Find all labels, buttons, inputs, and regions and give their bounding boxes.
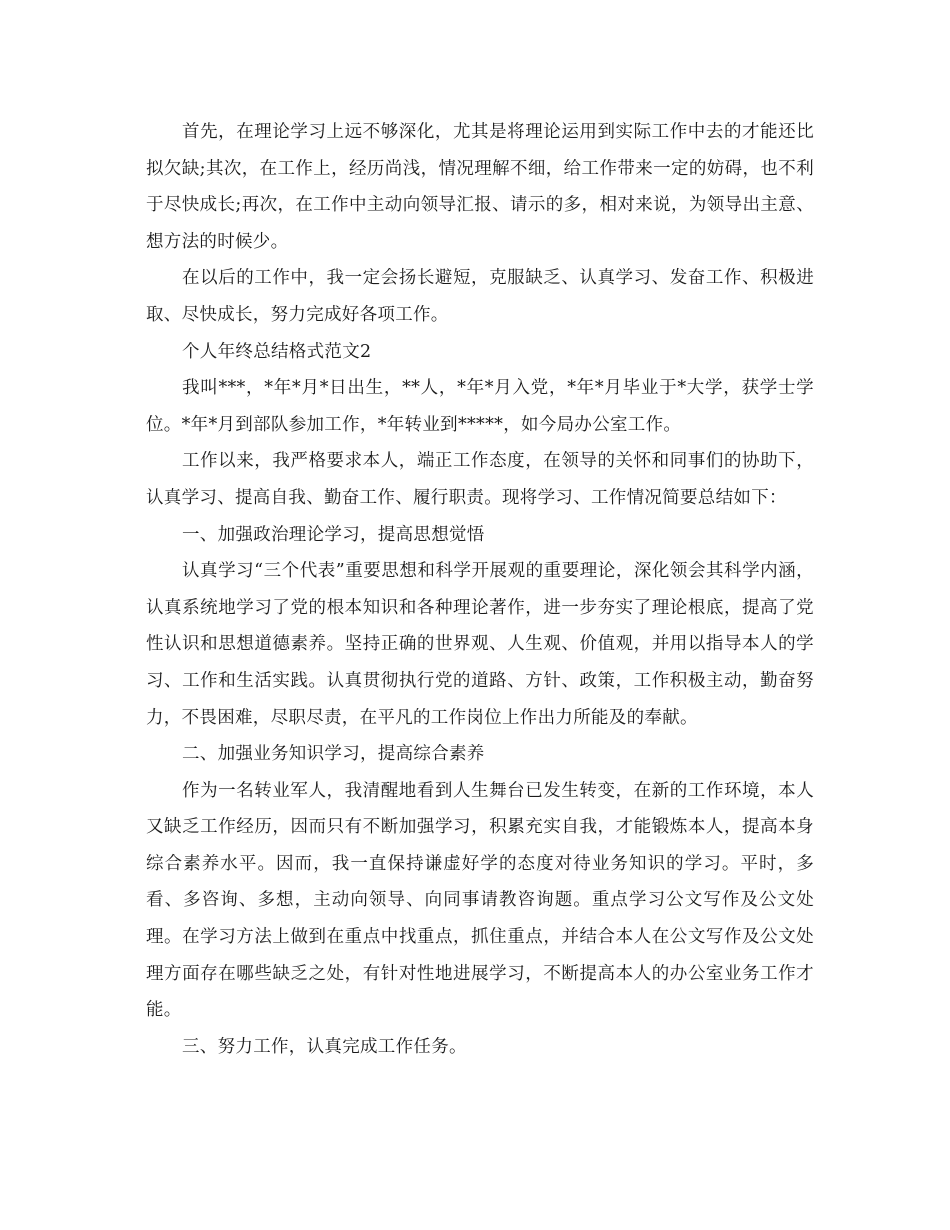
paragraph-shortcomings: 首先，在理论学习上远不够深化，尤其是将理论运用到实际工作中去的才能还比拟欠缺;其次，在工作上，经历尚浅，情况理解不细，给工作带来一定的妨碍，也不利于尽快成长;再次，在工作中主动向领导汇报、请示的多，相对来说，为领导出主意、想方法的时候少。 <box>146 122 814 252</box>
heading-political-study: 一、加强政治理论学习，提高思想觉悟 <box>182 524 485 545</box>
section-title-sample-2: 个人年终总结格式范文2 <box>182 341 372 362</box>
heading-business-study: 二、加强业务知识学习，提高综合素养 <box>182 744 485 765</box>
paragraph-business-study: 作为一名转业军人，我清醒地看到人生舞台已发生转变，在新的工作环境，本人又缺乏工作经历，因而只有不断加强学习，积累充实自我，才能锻炼本人，提高本身综合素养水平。因而，我一直保持谦虚好学的态度对待业务知识的学习。平时，多看、多咨询、多想，主动向领导、向同事请教咨询题。重点学习公文写作及公文处理。在学习方法上做到在重点中找重点，抓住重点，并结合本人在公文写作及公文处理方面存在哪些缺乏之处，有针对性地进展学习，不断提高本人的办公室业务工作才能。 <box>146 780 814 1021</box>
paragraph-self-introduction: 我叫***，*年*月*日出生，**人，*年*月入党，*年*月毕业于*大学，获学士学位。*年*月到部队参加工作，*年转业到*****，如今局办公室工作。 <box>146 378 814 435</box>
heading-work-tasks: 三、努力工作，认真完成工作任务。 <box>182 1036 467 1057</box>
paragraph-future-work: 在以后的工作中，我一定会扬长避短，克服缺乏、认真学习、发奋工作、积极进取、尽快成长，努力完成好各项工作。 <box>146 268 814 325</box>
paragraph-political-study: 认真学习“三个代表”重要思想和科学开展观的重要理论，深化领会其科学内涵，认真系统地学习了党的根本知识和各种理论著作，进一步夯实了理论根底，提高了党性认识和思想道德素养。坚持正确的世界观、人生观、价值观，并用以指导本人的学习、工作和生活实践。认真贯彻执行党的道路、方针、政策，工作积极主动，勤奋努力，不畏困难，尽职尽责，在平凡的工作岗位上作出力所能及的奉献。 <box>146 561 814 728</box>
document-page <box>146 114 814 1065</box>
paragraph-work-overview: 工作以来，我严格要求本人，端正工作态度，在领导的关怀和同事们的协助下，认真学习、提高自我、勤奋工作、履行职责。现将学习、工作情况简要总结如下： <box>146 451 814 508</box>
